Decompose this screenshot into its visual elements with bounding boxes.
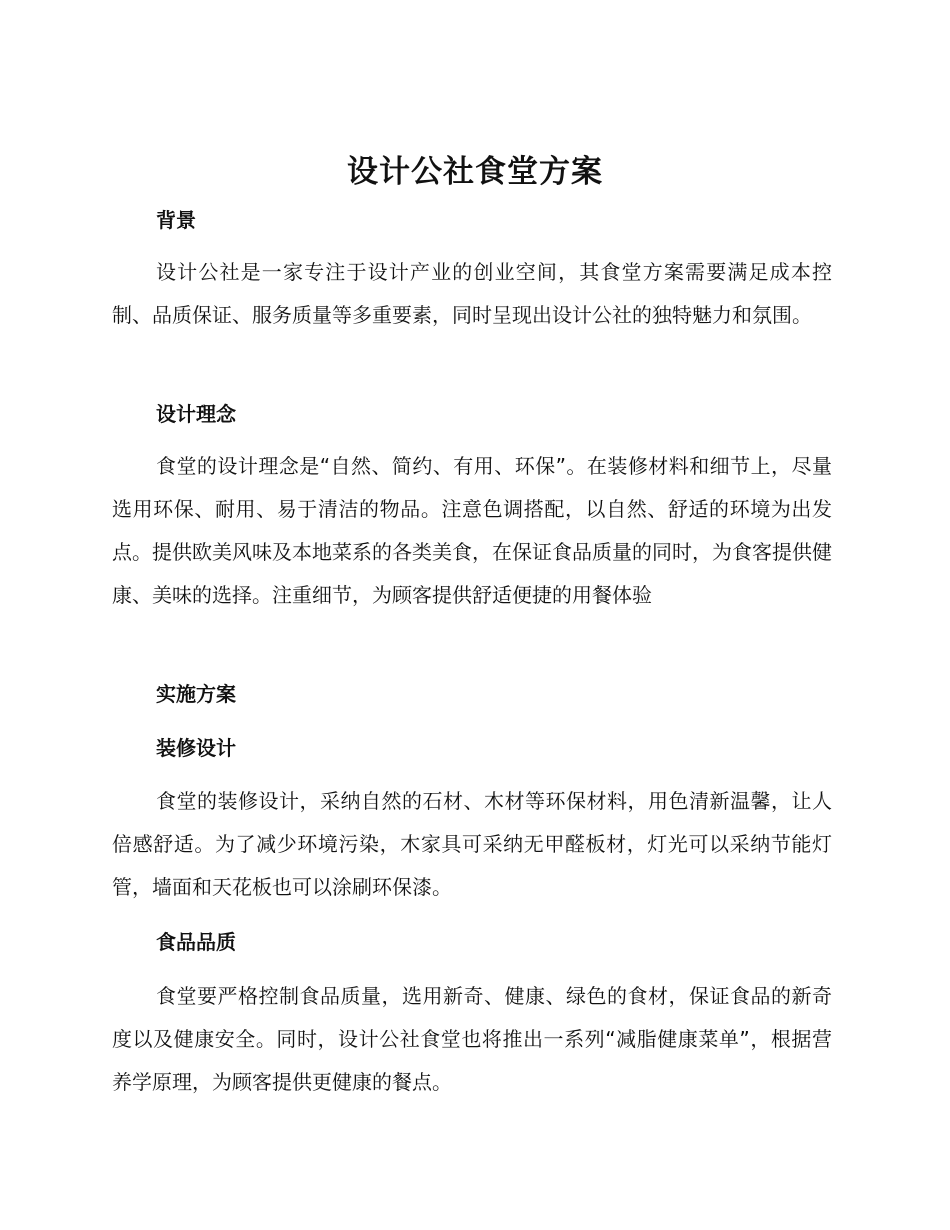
section-paragraph-food-quality: 食堂要严格控制食品质量，选用新奇、健康、绿色的食材，保证食品的新奇度以及健康安全。同时，设计公社食堂也将推出一系列“减脂健康菜单”，根据营养学原理，为顾客提供更健康的餐点。 <box>112 984 832 1094</box>
page-title: 设计公社食堂方案 <box>347 154 603 190</box>
section-heading-background: 背景 <box>156 208 196 232</box>
section-heading-implementation: 实施方案 <box>156 682 236 706</box>
section-paragraph-design-concept: 食堂的设计理念是“自然、简约、有用、环保”。在装修材料和细节上，尽量选用环保、耐用、易于清洁的物品。注意色调搭配，以自然、舒适的环境为出发点。提供欧美风味及本地菜系的各类美食，在保证食品质量的同时，为食客提供健康、美味的选择。注重细节，为顾客提供舒适便捷的用餐体验 <box>112 454 832 607</box>
section-paragraph-background: 设计公社是一家专注于设计产业的创业空间，其食堂方案需要满足成本控制、品质保证、服务质量等多重要素，同时呈现出设计公社的独特魅力和氛围。 <box>112 260 832 327</box>
section-paragraph-decoration: 食堂的装修设计，采纳自然的石材、木材等环保材料，用色清新温馨，让人倍感舒适。为了减少环境污染，木家具可采纳无甲醛板材，灯光可以采纳节能灯管，墙面和天花板也可以涂刷环保漆。 <box>112 789 832 899</box>
section-heading-decoration: 装修设计 <box>156 736 236 760</box>
section-heading-design-concept: 设计理念 <box>156 402 236 426</box>
section-heading-food-quality: 食品品质 <box>156 930 236 954</box>
